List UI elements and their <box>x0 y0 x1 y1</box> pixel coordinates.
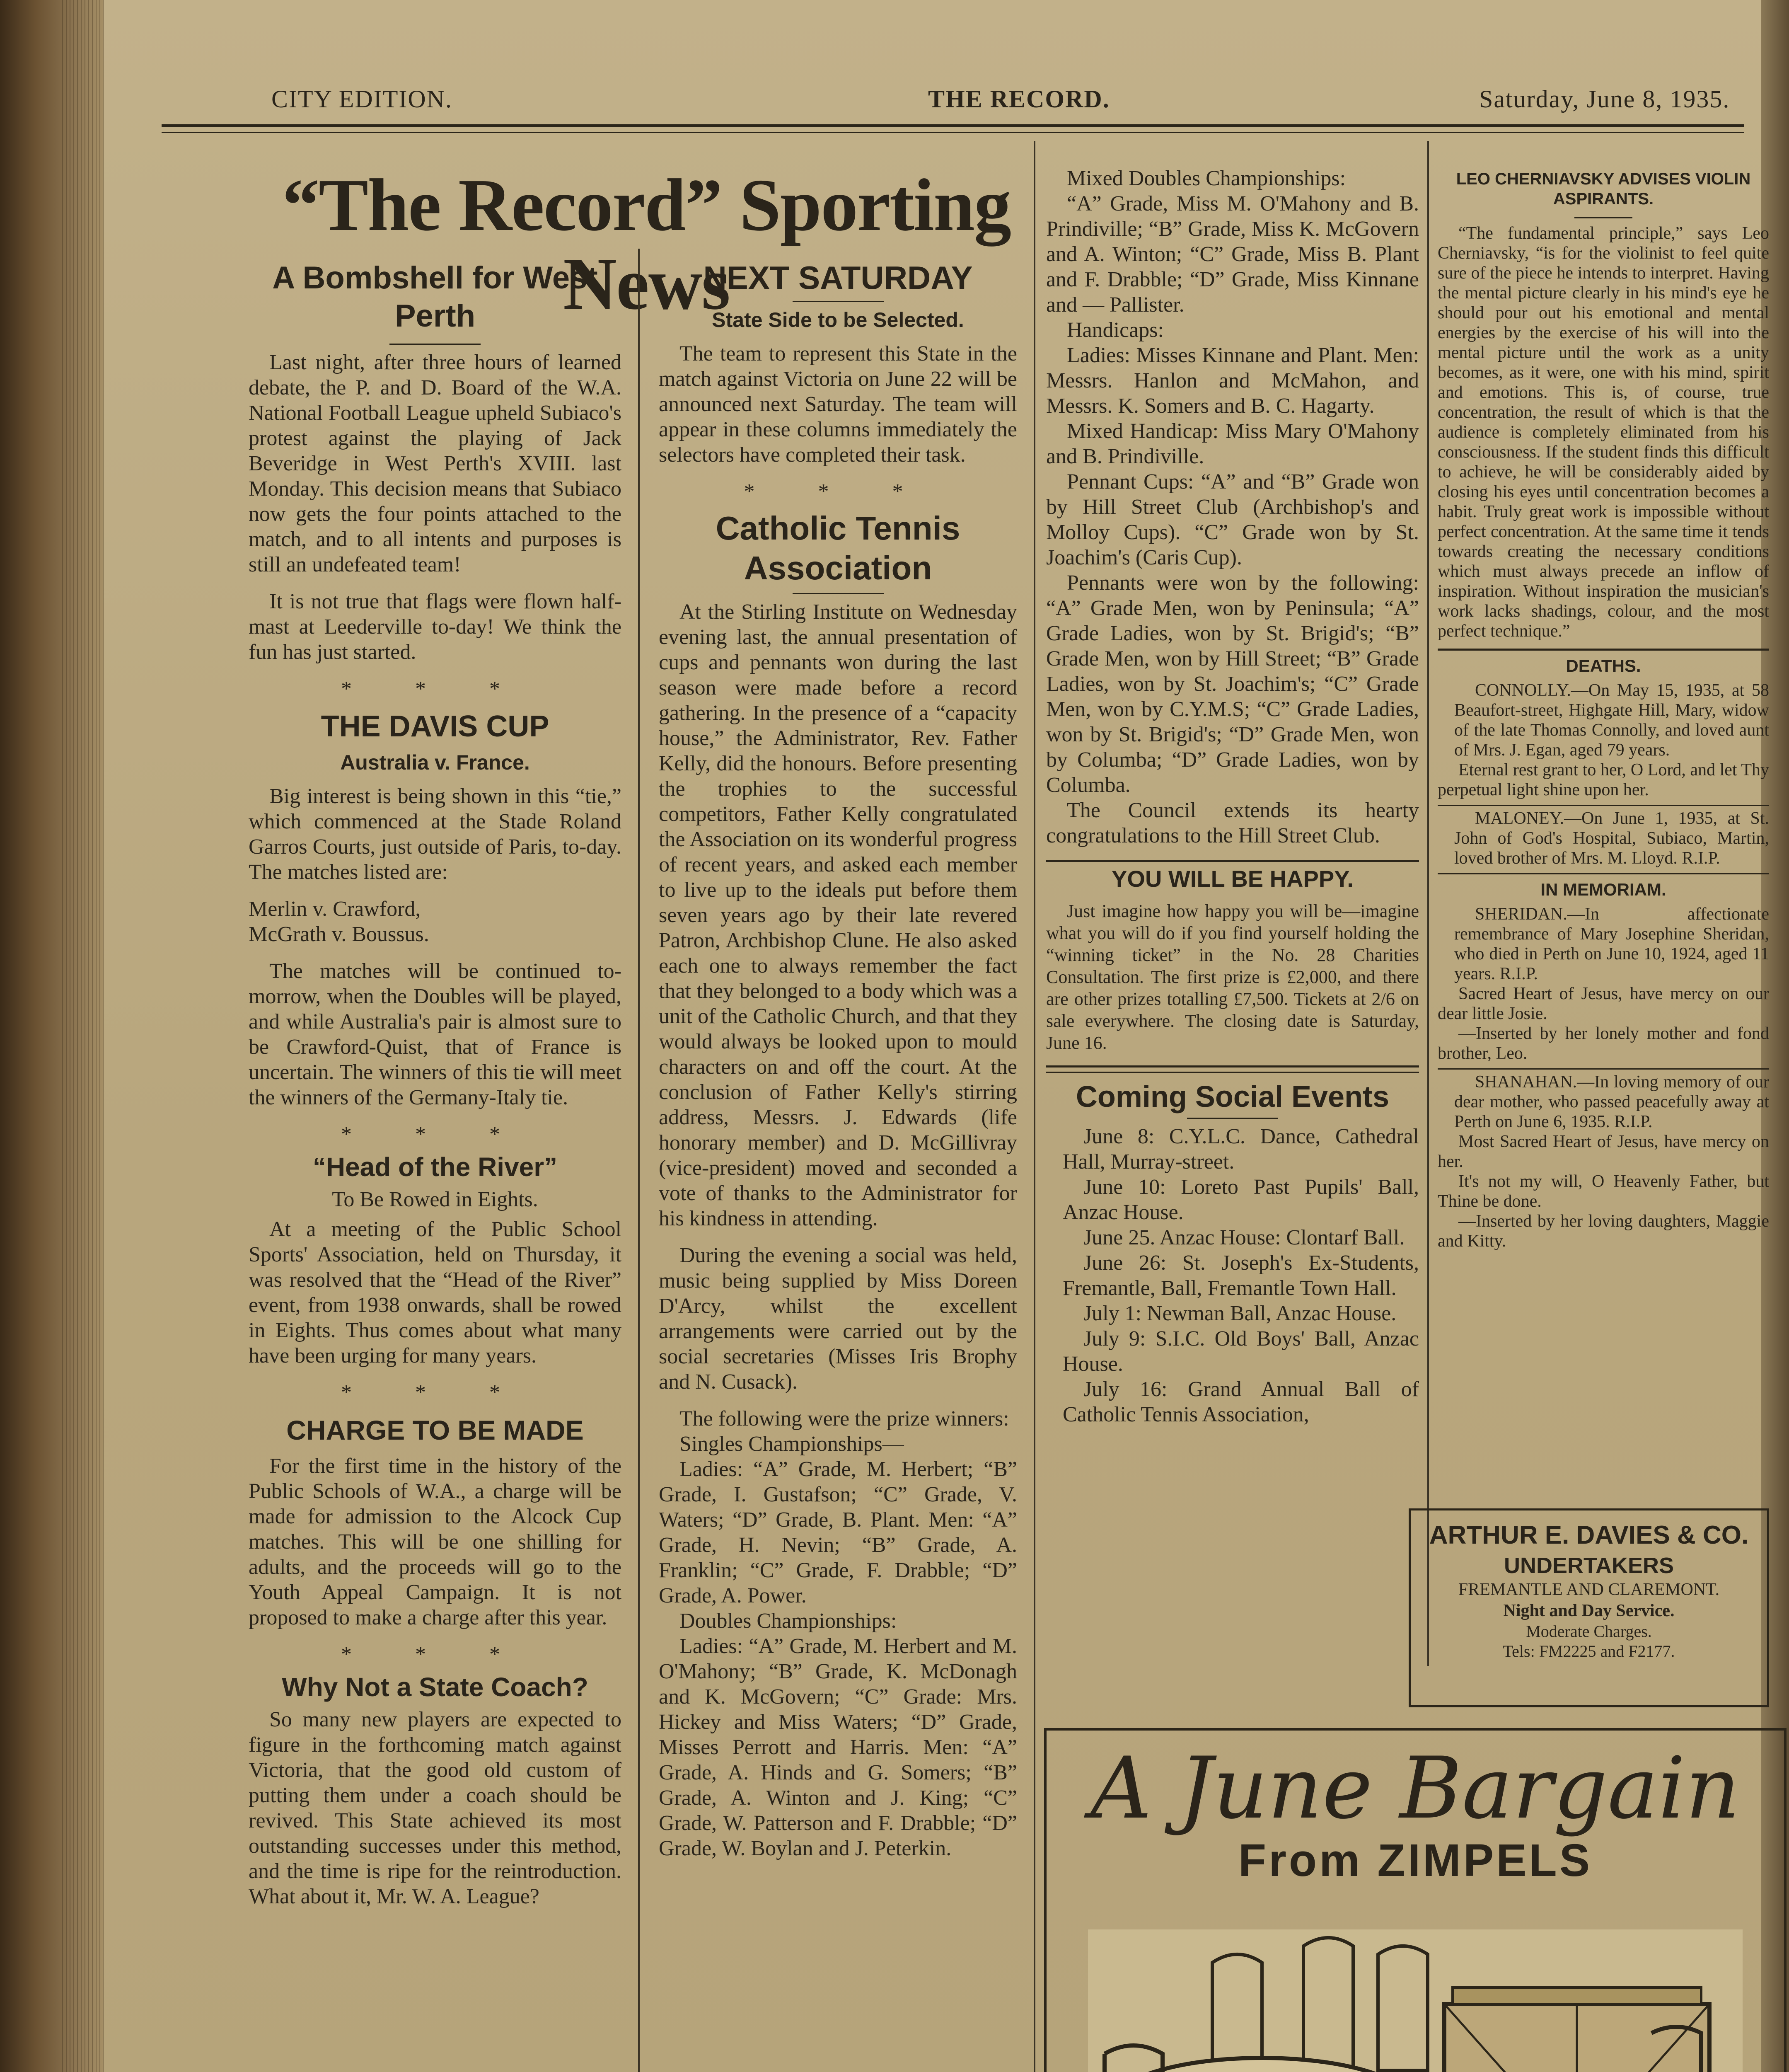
death-notice: MALONEY.—On June 1, 1935, at St. John of God's Hospital, Subiaco, Martin, loved brother of Mrs. M. Lloyd. R.I.P. <box>1454 809 1769 868</box>
section-stars: * * * <box>341 1381 529 1404</box>
match-line: Merlin v. Crawford, <box>249 897 421 921</box>
memoriam-notice: Sacred Heart of Jesus, have mercy on our dear little Josie. <box>1438 984 1769 1023</box>
article-paragraph: Mixed Doubles Championships: <box>1067 167 1346 190</box>
edition-label: CITY EDITION. <box>271 85 453 113</box>
subheading-state-side: State Side to be Selected. <box>712 308 964 332</box>
column-two <box>659 253 1017 1873</box>
article-paragraph: At the Stirling Institute on Wednesday evening last, the annual presentation of cups and pennants won during the last season were made before a record gathering. In the presence of a “capacity house,” the Administrator, Rev. Father Kelly, did the honours. Before presenting the trophies to the successful competitors, Father Kelly congratulated the Association on its wonderful progress of recent years, and asked each member to live up to the ideals put before them seven years ago by their late revered Patron, Archbishop Clune. He also asked each one to always remember the fact that they belonged to a body which was a unit of the Catholic Church, and that they would always be looked upon to mould characters on and off the court. At the conclusion of Father Kelly's stirring address, Messrs. J. Edwards (life honorary member) and D. McGillivray (vice-president) moved and seconded a vote of thanks to the Administrator for his kindness in attending. <box>659 600 1017 1230</box>
undertaker-location: FREMANTLE AND CLAREMONT. <box>1458 1580 1720 1599</box>
article-paragraph: Handicaps: <box>1067 318 1164 342</box>
headline-head-of-river: “Head of the River” <box>312 1152 558 1182</box>
column-rule <box>1427 141 1429 1666</box>
article-paragraph: Pennant Cups: “A” and “B” Grade won by Hill Street Club (Archbishop's and Molloy Cups). “C” Grade won by St. Joachim's (Caris Cup). <box>1046 470 1419 569</box>
article-paragraph: Ladies: “A” Grade, M. Herbert; “B” Grade, I. Gustafson; “C” Grade, V. Waters; “D” Grade, B. Plant. Men: “A” Grade, H. Nevin; “B” Grade, A. Franklin; “C” Grade, F. Drabble; “D” Grade, A. Power. <box>659 1457 1017 1607</box>
book-binding <box>0 0 104 2072</box>
article-paragraph: At a meeting of the Public School Sports' Association, held on Thursday, it was resolved that the “Head of the River” event, from 1938 onwards, shall be rowed in Eights. Thus comes about what many have been urging for many years. <box>249 1218 621 1368</box>
subheading-river: To Be Rowed in Eights. <box>332 1188 538 1211</box>
memoriam-notice: —Inserted by her lonely mother and fond brother, Leo. <box>1438 1024 1769 1063</box>
section-stars: * * * <box>341 1123 529 1146</box>
events-list <box>1046 1124 1419 1427</box>
article-paragraph: The matches will be continued to-morrow, when the Doubles will be played, and while Australia's pair is almost sure to be Crawford-Quist, that of France is uncertain. The winners of this tie will meet the winners of the Germany-Italy tie. <box>249 959 621 1109</box>
section-stars: * * * <box>341 677 529 701</box>
article-paragraph: The following were the prize winners: <box>679 1407 1009 1431</box>
memoriam-notice: SHERIDAN.—In affectionate remembrance of Mary Josephine Sheridan, who died in Perth on June 10, 1924, aged 11 years. R.I.P. <box>1454 905 1769 983</box>
headline-catholic-tennis: Catholic Tennis Association <box>716 510 960 586</box>
headline-bombshell: A Bombshell for West Perth <box>272 260 598 334</box>
memoriam-notice: Most Sacred Heart of Jesus, have mercy on her. <box>1438 1132 1769 1171</box>
headline-state-coach: Why Not a State Coach? <box>282 1672 588 1702</box>
event-item: June 8: C.Y.L.C. Dance, Cathedral Hall, Murray-street. <box>1063 1125 1419 1174</box>
headline-you-will-be-happy: YOU WILL BE HAPPY. <box>1112 866 1354 892</box>
column-one <box>249 255 621 1921</box>
article-paragraph: The team to represent this State in the match against Victoria on June 22 will be announced next Saturday. The team will appear in these columns immediately the selectors have completed their task. <box>659 342 1017 467</box>
column-rule <box>638 249 640 2072</box>
undertaker-name: ARTHUR E. DAVIES & CO. <box>1429 1521 1749 1549</box>
header-rule-thin <box>162 132 1744 133</box>
article-paragraph: Doubles Championships: <box>679 1609 897 1633</box>
undertaker-title: UNDERTAKERS <box>1504 1553 1674 1578</box>
article-paragraph: For the first time in the history of the Public Schools of W.A., a charge will be made for admission to the Alcock Cup matches. This will be one shilling for adults, and the proceeds will go to the Youth Appeal Campaign. It is not proposed to make a charge after this year. <box>249 1454 621 1629</box>
newspaper-title: THE RECORD. <box>928 85 1110 113</box>
event-item: June 25. Anzac House: Clontarf Ball. <box>1083 1226 1405 1249</box>
article-paragraph: Big interest is being shown in this “tie,” which commenced at the Stade Roland Garros Courts, just outside of Paris, to-day. The matches listed are: <box>249 784 621 884</box>
column-rule <box>1034 141 1035 2072</box>
sports-banner-title: “The Record” Sporting News <box>282 164 1011 325</box>
event-item: June 26: St. Joseph's Ex-Students, Fremantle, Ball, Fremantle Town Hall. <box>1063 1251 1419 1300</box>
article-paragraph: Singles Championships— <box>679 1432 904 1456</box>
headline-leo-cherniavsky: LEO CHERNIAVSKY ADVISES VIOLIN ASPIRANTS. <box>1456 170 1751 208</box>
memoriam-notice: —Inserted by her loving daughters, Maggie and Kitty. <box>1438 1212 1769 1251</box>
undertaker-ad <box>1409 1508 1769 1707</box>
death-notice: CONNOLLY.—On May 15, 1935, at 58 Beaufort-street, Highgate Hill, Mary, widow of the late Thomas Connolly, and loved aunt of Mrs. J. Egan, aged 79 years. <box>1454 681 1769 760</box>
article-paragraph: The Council extends its hearty congratulations to the Hill Street Club. <box>1046 799 1419 847</box>
event-item: June 10: Loreto Past Pupils' Ball, Anzac House. <box>1063 1175 1419 1224</box>
subheading-davis: Australia v. France. <box>340 751 530 774</box>
article-paragraph: Mixed Handicap: Miss Mary O'Mahony and B. Prindiville. <box>1046 419 1419 468</box>
undertaker-service: Night and Day Service. <box>1503 1601 1675 1620</box>
column-three <box>1046 166 1419 1427</box>
match-line: McGrath v. Boussus. <box>249 922 429 946</box>
headline-social-events: Coming Social Events <box>1076 1080 1390 1113</box>
ad-subheadline: From ZIMPELS <box>1238 1835 1593 1886</box>
undertaker-phone: Tels: FM2225 and F2177. <box>1503 1642 1675 1661</box>
article-paragraph: Ladies: Misses Kinnane and Plant. Men: Messrs. Hanlon and McMahon, and Messrs. K. Somers and B. C. Hagarty. <box>1046 344 1419 418</box>
undertaker-charges: Moderate Charges. <box>1526 1622 1652 1641</box>
column-four <box>1438 166 1769 1251</box>
section-stars: * * * <box>341 1643 529 1666</box>
furniture-illustration <box>1088 1929 1743 2072</box>
memoriam-notice: SHANAHAN.—In loving memory of our dear mother, who passed peacefully away at Perth on June 6, 1935. R.I.P. <box>1454 1072 1769 1131</box>
article-paragraph: “The fundamental principle,” says Leo Cherniavsky, “is for the violinist to feel quite sure of the piece he intends to interpret. Having the mental picture clearly in his mind's eye he should pour out his emotional and mental energies by the exercise of his will into the mental picture until the work as a unity becomes, as it were, one with his mind, spirit and emotions. This is, of course, true concentration, the result of which is that the audience is completely eliminated from his consciousness. If the student finds this difficult to achieve, he will be considerably aided by closing his eyes until concentration becomes a habit. Truly great work is impossible without perfect concentration. At the same time it tends towards creating the necessary conditions which must always precede an inflow of inspiration. Without inspiration the musician's work lacks shadings, colour, and the most perfect technique.” <box>1438 224 1769 641</box>
zimpels-ad <box>1044 1728 1787 2072</box>
article-paragraph: Just imagine how happy you will be—imagine what you will do if you find yourself holding the “winning ticket” in the No. 28 Charities Consultation. The first prize is £2,000, and there are other prizes totalling £7,500. Tickets at 2/6 on sale everywhere. The closing date is Saturday, June 16. <box>1046 901 1419 1053</box>
headline-davis-cup: THE DAVIS CUP <box>321 710 549 743</box>
event-item: July 9: S.I.C. Old Boys' Ball, Anzac House. <box>1063 1327 1419 1376</box>
section-stars: * * * <box>744 480 932 503</box>
event-item: July 1: Newman Ball, Anzac House. <box>1083 1302 1397 1325</box>
headline-next-saturday: NEXT SATURDAY <box>703 259 973 296</box>
article-paragraph: Ladies: “A” Grade, M. Herbert and M. O'Mahony; “B” Grade, K. McDonagh and K. McGovern; “C” Grade: Mrs. Hickey and Miss Waters; “D” Grade, Misses Perrott and Harris. Men: “A” Grade, A. Hinds and G. Somers; “B” Grade, A. Winton and J. King; “C” Grade, W. Patterson and F. Drabble; “D” Grade, W. Boylan and J. Peterkin. <box>659 1634 1017 1860</box>
memoriam-notice: It's not my will, O Heavenly Father, but Thine be done. <box>1438 1172 1769 1211</box>
headline-deaths: DEATHS. <box>1566 656 1641 675</box>
headline-in-memoriam: IN MEMORIAM. <box>1540 880 1666 899</box>
article-paragraph: Pennants were won by the following: “A” Grade Men, won by Peninsula; “A” Grade Ladies, won by St. Brigid's; “B” Grade Men, won by Hill Street; “B” Grade Ladies, won by St. Joachim's; “C” Grade Men, won by C.Y.M.S; “C” Grade Ladies, won by St. Brigid's; “D” Grade Men, won by Columba; “D” Grade Ladies, won by Columba. <box>1046 571 1419 797</box>
article-paragraph: It is not true that flags were flown half-mast at Leederville to-day! We think the fun has just started. <box>249 590 621 664</box>
headline-charge: CHARGE TO BE MADE <box>286 1415 584 1445</box>
issue-date: Saturday, June 8, 1935. <box>1479 85 1730 113</box>
death-notice: Eternal rest grant to her, O Lord, and let Thy perpetual light shine upon her. <box>1438 760 1769 799</box>
article-paragraph: “A” Grade, Miss M. O'Mahony and B. Prindiville; “B” Grade, Miss K. McGovern and A. Winton; “C” Grade, Miss B. Plant and F. Drabble; “D” Grade, Miss Kinnane and — Pallister. <box>1046 192 1419 317</box>
ad-headline: A June Bargain <box>1090 1739 1740 1838</box>
article-paragraph: Last night, after three hours of learned debate, the P. and D. Board of the W.A. National Football League upheld Subiaco's protest against the playing of Jack Beveridge in West Perth's XVIII. last Monday. This decision means that Subiaco now gets the four points attached to the match, and to all intents and purposes is still an undefeated team! <box>249 351 621 576</box>
header-rule <box>162 124 1744 127</box>
article-paragraph: So many new players are expected to figure in the forthcoming match against Victoria, that the good old custom of putting them under a coach should be revived. This State achieved its most outstanding successes under this method, and the time is ripe for the reintroduction. What about it, Mr. W. A. League? <box>249 1708 621 1908</box>
event-item: July 16: Grand Annual Ball of Catholic Tennis Association, <box>1063 1377 1419 1426</box>
article-paragraph: During the evening a social was held, music being supplied by Miss Doreen D'Arcy, whilst the excellent arrangements were carried out by the social secretaries (Misses Iris Brophy and N. Cusack). <box>659 1244 1017 1394</box>
